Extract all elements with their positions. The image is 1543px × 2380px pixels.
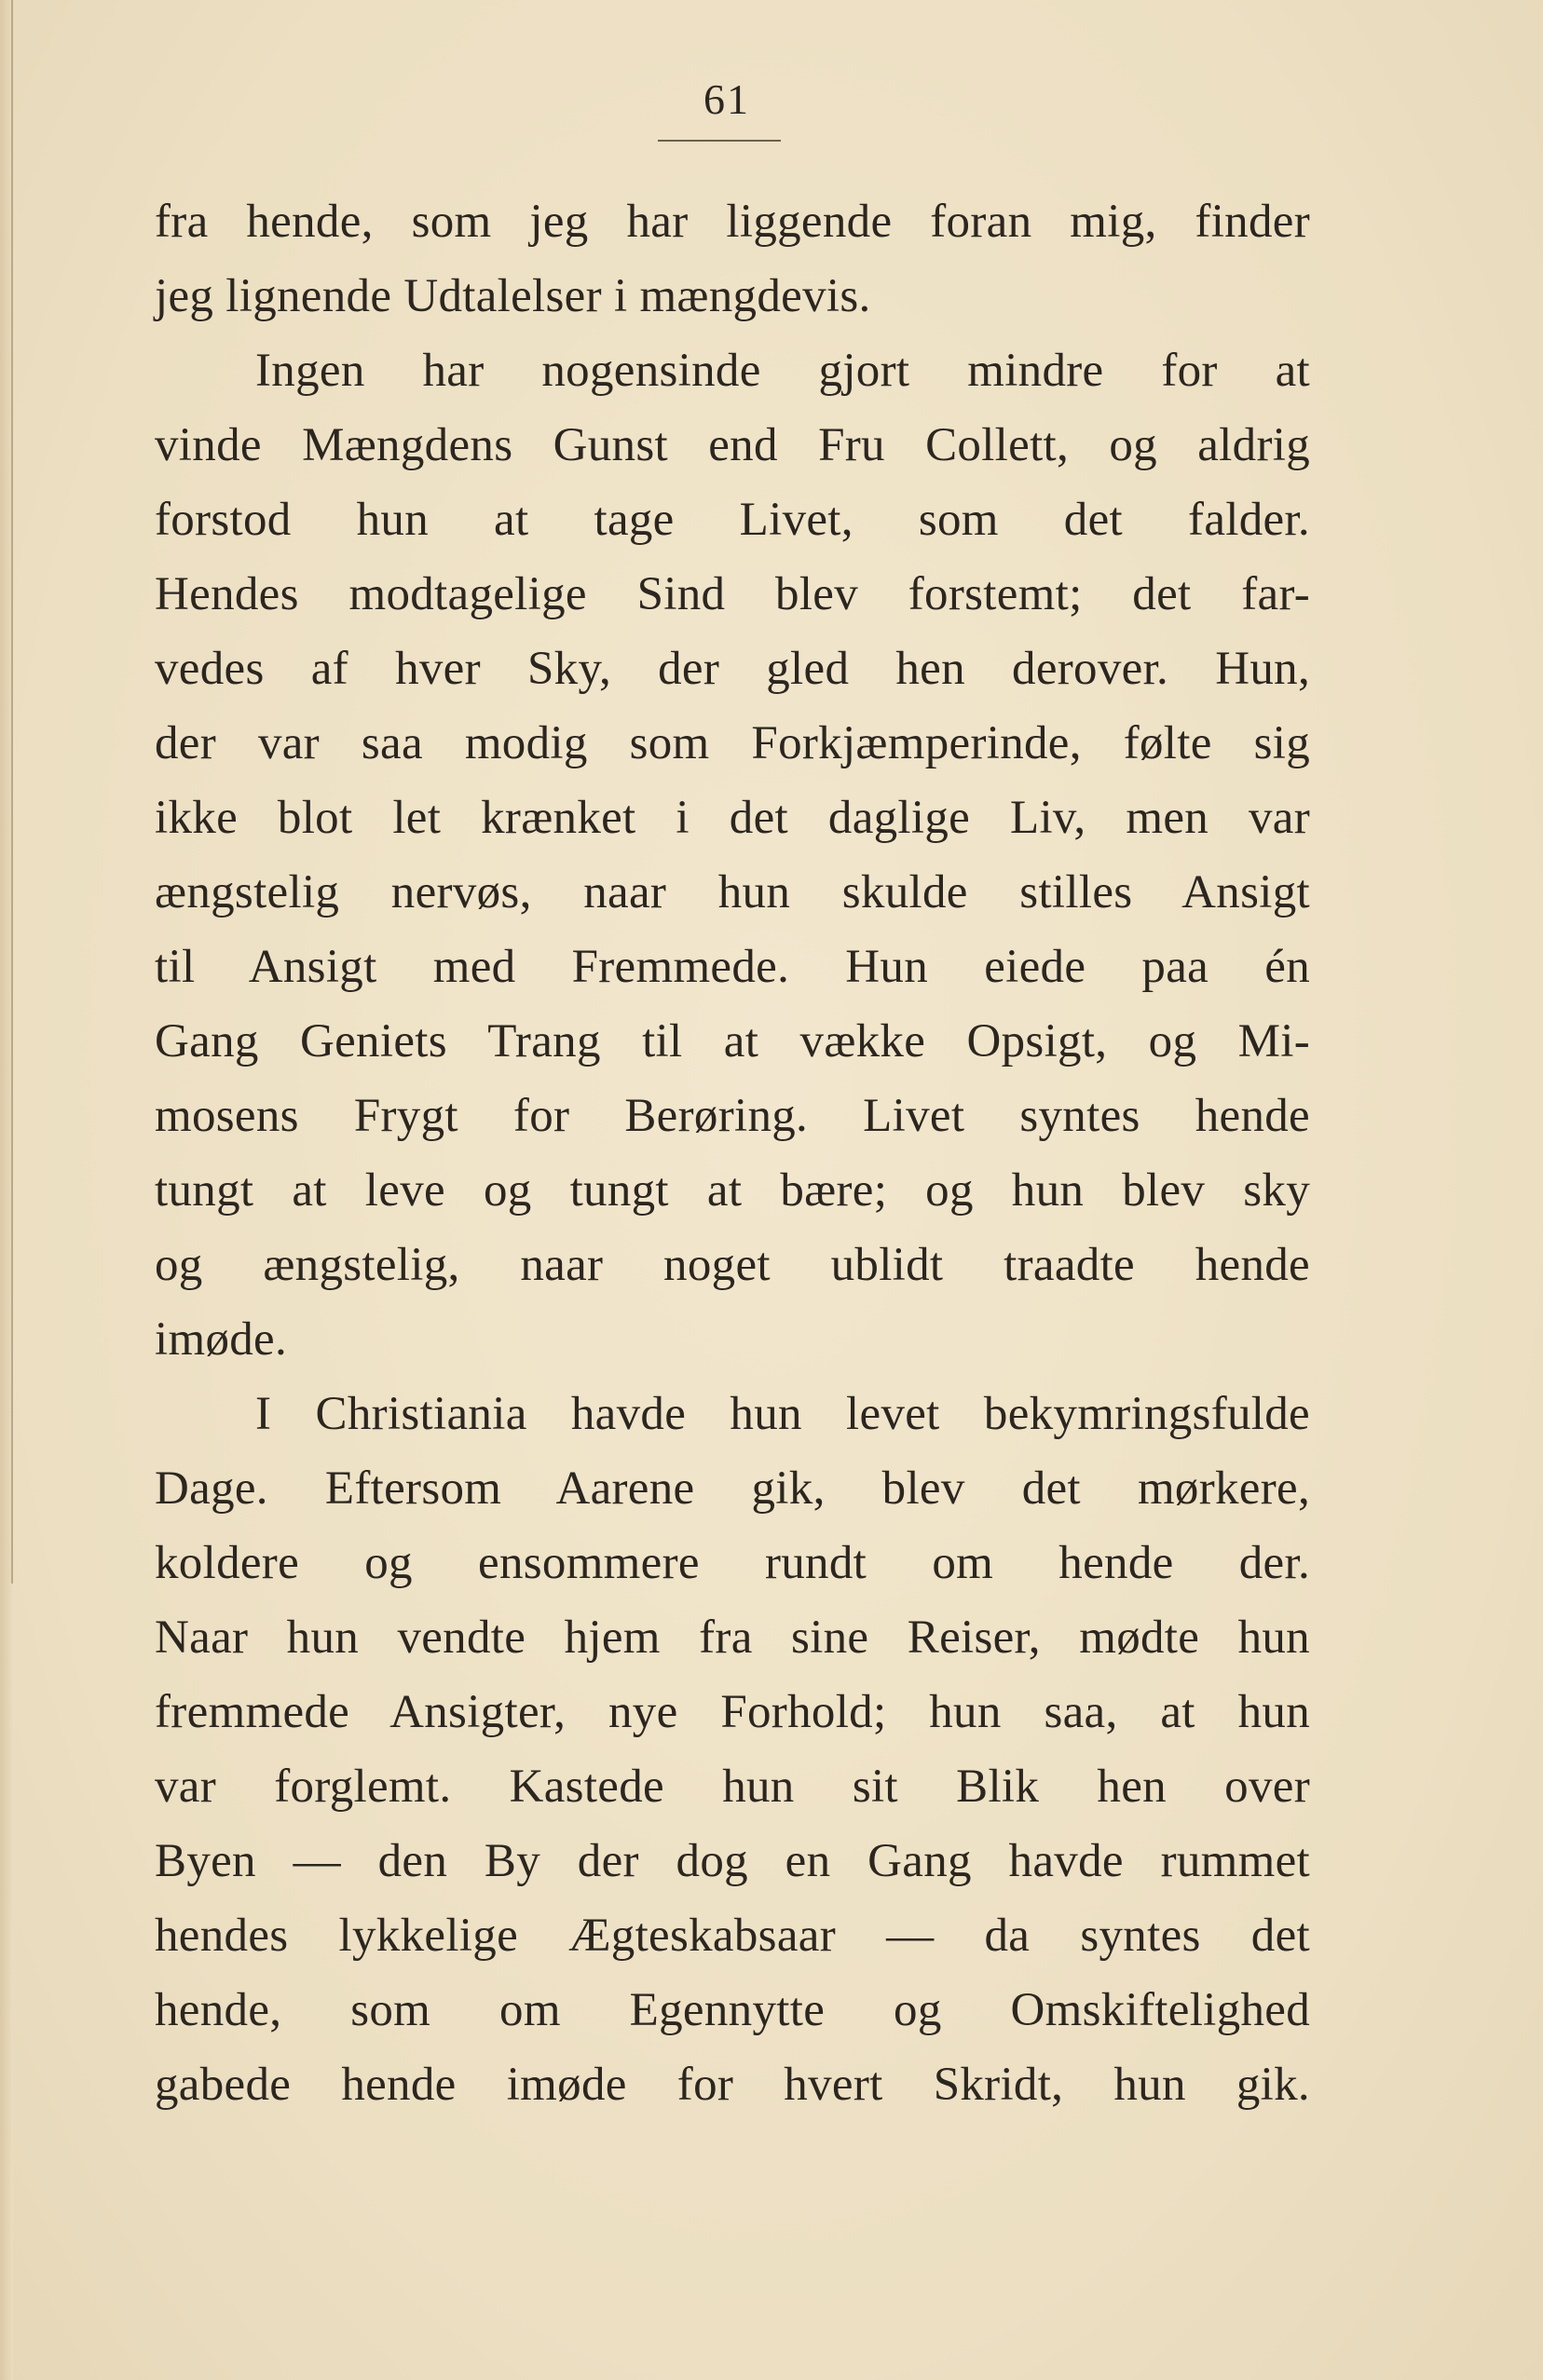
text-line: ængstelig nervøs, naar hun skulde stilles Ansigt [155,866,1310,918]
page-number: 61 [703,75,750,123]
text-line: hende, som om Egennytte og Omskiftelighed [155,1984,1310,2036]
text-line: koldere og ensommere rundt om hende der. [155,1537,1310,1589]
text-line: gabede hende imøde for hvert Skridt, hun gik. [155,2059,1310,2111]
text-line: til Ansigt med Fremmede. Hun eiede paa én [155,941,1310,993]
text-line: mosens Frygt for Berøring. Livet syntes hende [155,1090,1310,1142]
text-line: imøde. [155,1313,288,1366]
text-line: Byen — den By der dog en Gang havde rummet [155,1835,1310,1887]
text-line: Ingen har nogensinde gjort mindre for at [255,345,1310,397]
text-line: Gang Geniets Trang til at vække Opsigt, og Mi- [155,1015,1310,1068]
text-line: I Christiania havde hun levet bekymringsfulde [255,1388,1310,1440]
page-number-rule [658,140,781,142]
page-edge-line [11,0,13,1584]
text-line: fremmede Ansigter, nye Forhold; hun saa, at hun [155,1686,1310,1738]
text-line: ikke blot let krænket i det daglige Liv, men var [155,792,1310,844]
text-line: var forglemt. Kastede hun sit Blik hen over [155,1761,1310,1813]
text-line: forstod hun at tage Livet, som det falder. [155,494,1310,546]
text-line: Hendes modtagelige Sind blev forstemt; det far- [155,568,1310,620]
text-line: jeg lignende Udtalelser i mængdevis. [155,270,871,322]
text-line: der var saa modig som Forkjæmperinde, følte sig [155,717,1310,769]
text-line: og ængstelig, naar noget ublidt traadte hende [155,1239,1310,1291]
text-line: fra hende, som jeg har liggende foran mig, finder [155,196,1310,248]
text-line: vinde Mængdens Gunst end Fru Collett, og aldrig [155,419,1310,471]
text-line: hendes lykkelige Ægteskabsaar — da syntes det [155,1910,1310,1962]
text-line: vedes af hver Sky, der gled hen derover. Hun, [155,643,1310,695]
body-text [155,188,1310,2126]
text-line: Dage. Eftersom Aarene gik, blev det mørkere, [155,1462,1310,1515]
text-line: tungt at leve og tungt at bære; og hun blev sky [155,1164,1310,1217]
text-line: Naar hun vendte hjem fra sine Reiser, mødte hun [155,1612,1310,1664]
